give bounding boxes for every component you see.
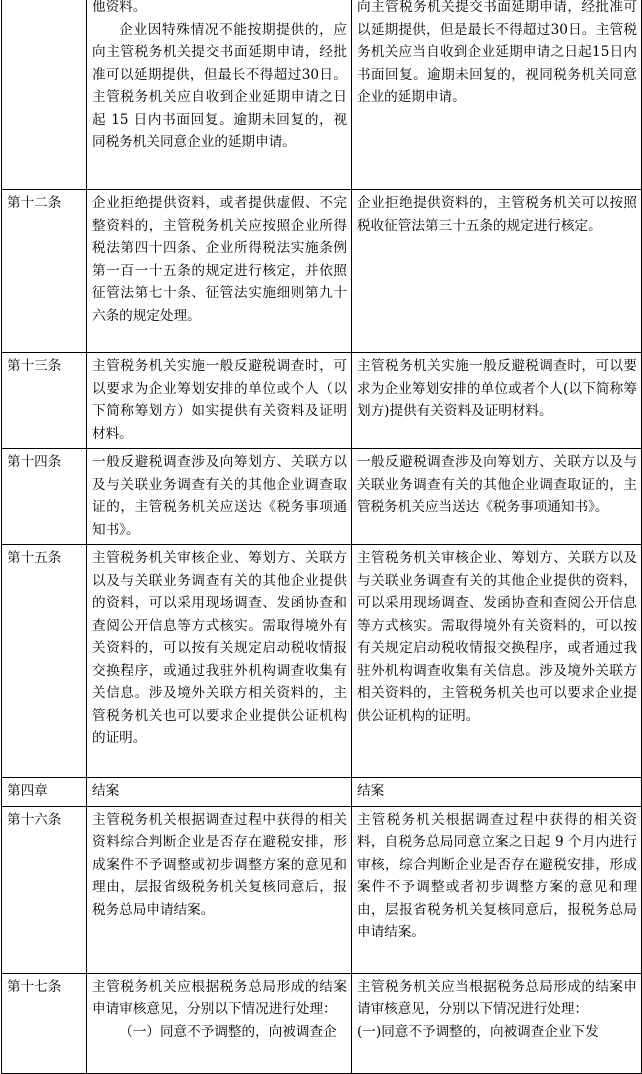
revised-paragraph: 结案 xyxy=(357,783,385,799)
original-text xyxy=(87,449,352,545)
article-number xyxy=(2,0,87,190)
chapter-row xyxy=(2,778,642,807)
original-paragraph: 主管税务机关实施一般反避税调查时，可以要求为企业筹划安排的单位或个人（以下简称筹划方）如实提供有关资料及证明材料。 xyxy=(92,358,347,442)
original-text xyxy=(87,973,352,1073)
article-number: 第十二条 xyxy=(2,190,87,353)
revised-text xyxy=(352,190,642,353)
article-number: 第十四条 xyxy=(2,449,87,545)
table-row xyxy=(2,190,642,353)
original-text xyxy=(87,353,352,449)
revised-paragraph: 主管税务机关实施一般反避税调查时，可以要求为企业筹划安排的单位或者个人(以下简称筹划方)提供有关资料及证明材料。 xyxy=(357,358,637,419)
original-paragraph: 主管税务机关应根据税务总局形成的结案申请审核意见，分别以下情况进行处理： xyxy=(92,978,347,1017)
revised-paragraph: 企业拒绝提供资料的，主管税务机关可以按照税收征管法第三十五条的规定进行核定。 xyxy=(357,195,637,234)
original-paragraph: 一般反避税调查涉及向筹划方、关联方以及与关联业务调查有关的其他企业调查取证的，主管税务机关应送达《税务事项通知书》。 xyxy=(92,454,347,538)
revised-paragraph: 主管税务机关应当根据税务总局形成的结案申请审核意见，分别以下情况进行处理： xyxy=(357,978,637,1017)
original-text xyxy=(87,190,352,353)
table-row xyxy=(2,545,642,778)
chapter-title-revised xyxy=(352,778,642,807)
revised-text xyxy=(352,973,642,1073)
table-row xyxy=(2,353,642,449)
revised-paragraph: 主管税务机关审核企业、筹划方、关联方以及与关联业务调查有关的其他企业提供的资料，可以采用现场调查、发函协查和查阅公开信息等方式核实。需取得境外有关资料的，可以按有关规定启动税收情报交换程序，或者通过我驻外机构调查收集有关信息。涉及境外关联方相关资料的，主管税务机关也可以要求企业提供公证机构的证明。 xyxy=(357,550,637,724)
table-row xyxy=(2,449,642,545)
chapter-title-original xyxy=(87,778,352,807)
original-paragraph: 企业因特殊情况不能按期提供的，应向主管税务机关提交书面延期申请，经批准可以延期提供，但最长不得超过30日。主管税务机关应自收到企业延期申请之日起 15 日内书面回复。逾期未回复的，视同税务机关同意企业的延期申请。 xyxy=(92,21,347,150)
table-row xyxy=(2,0,642,190)
original-paragraph: 主管税务机关根据调查过程中获得的相关资料综合判断企业是否存在避税安排，形成案件不予调整或初步调整方案的意见和理由，层报省级税务机关复核同意后，报税务总局申请结案。 xyxy=(92,811,347,918)
revised-paragraph: 主管税务机关根据调查过程中获得的相关资料，自税务总局同意立案之日起 9 个月内进行审核，综合判断企业是否存在避税安排，形成案件不予调整或者初步调整方案的意见和理由，层报省税务机关复核同意后，报税务总局申请结案。 xyxy=(357,811,637,940)
revised-text xyxy=(352,806,642,973)
article-number: 第十六条 xyxy=(2,806,87,973)
original-paragraph: 结案 xyxy=(92,783,120,799)
original-text xyxy=(87,806,352,973)
revised-text xyxy=(352,545,642,778)
revised-text xyxy=(352,0,642,190)
chapter-number: 第四章 xyxy=(2,778,87,807)
original-paragraph: 主管税务机关审核企业、筹划方、关联方以及与关联业务调查有关的其他企业提供的资料，可以采用现场调查、发函协查和查阅公开信息等方式核实。需取得境外有关资料的，可以按有关规定启动税收情报交换程序，或通过我驻外机构调查收集有关信息。涉及境外关联方相关资料的，主管税务机关也可以要求企业提供公证机构的证明。 xyxy=(92,550,347,746)
original-paragraph: 他资料。 xyxy=(92,0,147,15)
article-number: 第十五条 xyxy=(2,545,87,778)
revised-paragraph: 一般反避税调查涉及向筹划方、关联方以及与关联业务调查有关的其他企业调查取证的，主管税务机关应当送达《税务事项通知书》。 xyxy=(357,454,637,515)
original-paragraph: 企业拒绝提供资料，或者提供虚假、不完整资料的，主管税务机关应按照企业所得税法第四十四条、企业所得税法实施条例第一百一十五条的规定进行核定，并依照征管法第七十条、征管法实施细则第九十六条的规定处理。 xyxy=(92,195,347,324)
revised-paragraph: (一)同意不予调整的，向被调查企业下发 xyxy=(357,1023,599,1040)
article-number: 第十七条 xyxy=(2,973,87,1073)
original-paragraph: （一）同意不予调整的，向被调查企 xyxy=(119,1023,337,1040)
comparison-table xyxy=(1,0,642,1074)
article-number: 第十三条 xyxy=(2,353,87,449)
original-text xyxy=(87,0,352,190)
revised-text xyxy=(352,353,642,449)
table-row xyxy=(2,973,642,1073)
revised-paragraph: 向主管税务机关提交书面延期申请，经批准可以延期提供，但是最长不得超过30日。主管税务机关应当自收到企业延期申请之日起15日内书面回复。逾期未回复的，视同税务机关同意企业的延期申请。 xyxy=(357,0,637,105)
original-text xyxy=(87,545,352,778)
revised-text xyxy=(352,449,642,545)
table-row xyxy=(2,806,642,973)
